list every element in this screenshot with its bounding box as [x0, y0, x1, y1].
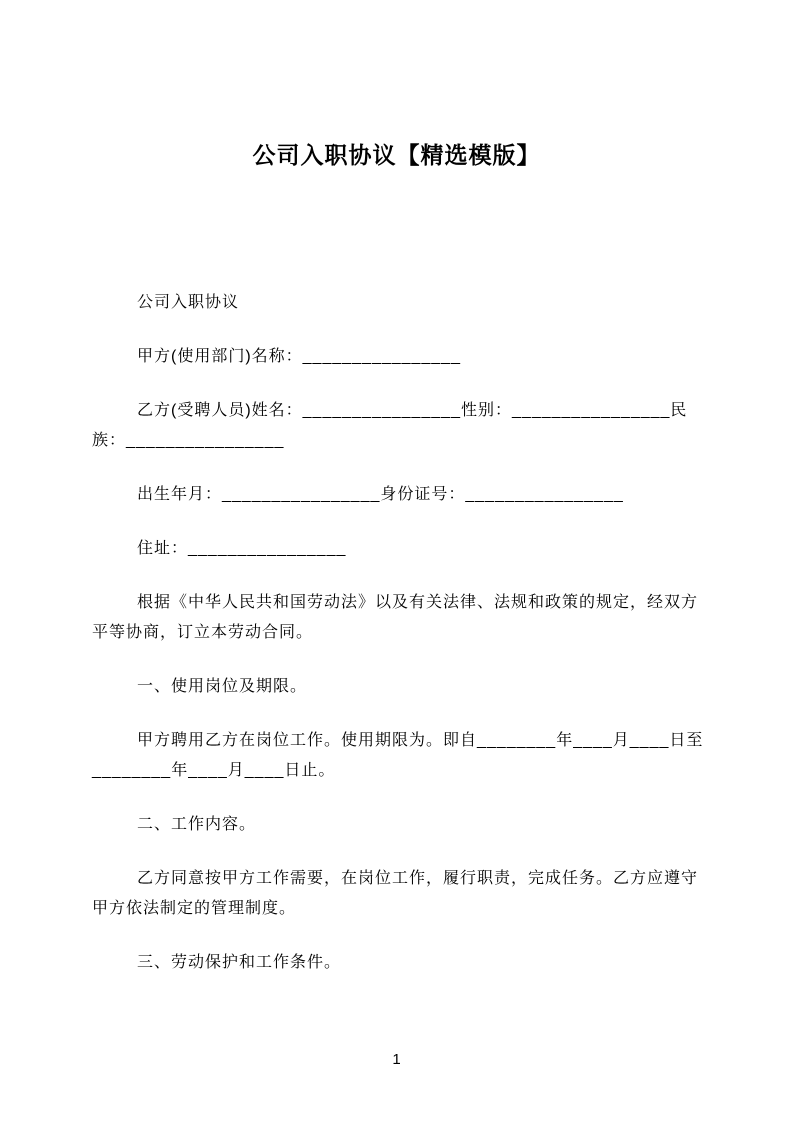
section-2-paragraph: 乙方同意按甲方工作需要，在岗位工作，履行职责，完成任务。乙方应遵守甲方依法制定的管理制度。: [92, 870, 699, 917]
section-1-heading: 一、使用岗位及期限。: [137, 678, 308, 695]
section-1-paragraph: 甲方聘用乙方在岗位工作。使用期限为。即自________年____月____日至________年____月____日止。: [92, 732, 704, 779]
party-b-name-gender-ethnicity-line: 乙方(受聘人员)姓名：________________性别：________________民族：________________: [92, 402, 688, 449]
agreement-subtitle: 公司入职协议: [137, 294, 240, 311]
party-a-name-line: 甲方(使用部门)名称：________________: [137, 348, 462, 365]
birthdate-id-number-line: 出生年月：________________身份证号：________________: [137, 486, 624, 503]
section-2-heading: 二、工作内容。: [137, 816, 257, 833]
legal-basis-paragraph: 根据《中华人民共和国劳动法》以及有关法律、法规和政策的规定，经双方平等协商，订立本劳动合同。: [92, 594, 699, 641]
document-body: [0, 288, 793, 978]
section-3-heading: 三、劳动保护和工作条件。: [137, 954, 342, 971]
page-number: 1: [392, 1051, 401, 1068]
document-title: 公司入职协议【精选模版】: [252, 142, 541, 168]
address-line: 住址：________________: [137, 540, 347, 557]
